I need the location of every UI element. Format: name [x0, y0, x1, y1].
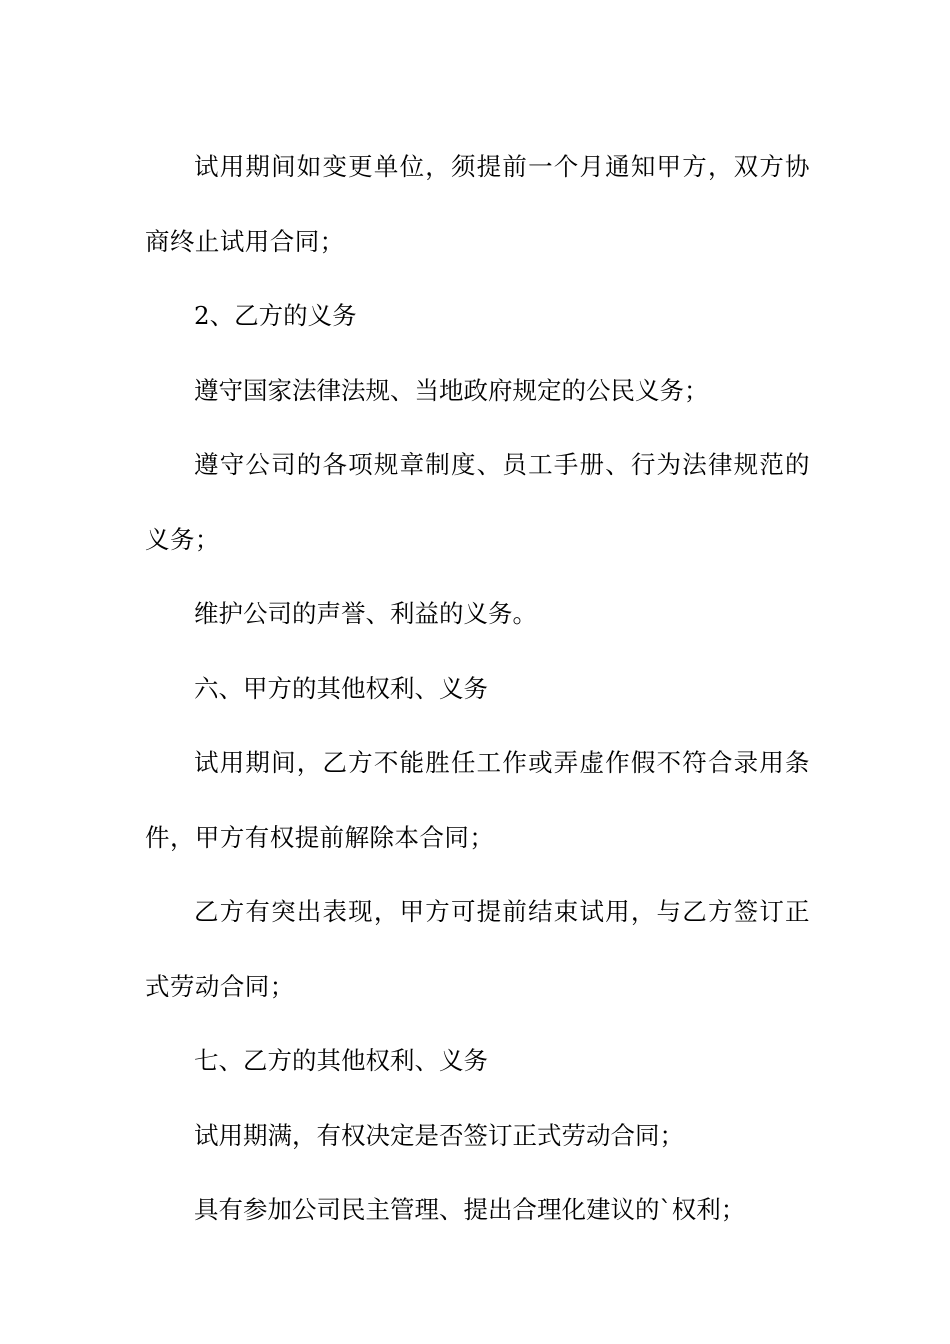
paragraph: 维护公司的声誉、利益的义务。 [194, 599, 537, 628]
document-body [145, 130, 810, 1248]
section-heading: 2、乙方的义务 [194, 301, 357, 330]
section-heading: 七、乙方的其他权利、义务 [194, 1046, 488, 1075]
section-heading: 六、甲方的其他权利、义务 [194, 673, 488, 703]
paragraph: 遵守公司的各项规章制度、员工手册、行为法律规范的义务； [145, 450, 810, 554]
paragraph: 试用期间如变更单位，须提前一个月通知甲方，双方协商终止试用合同； [145, 152, 810, 256]
paragraph: 遵守国家法律法规、当地政府规定的公民义务； [194, 375, 709, 405]
paragraph: 试用期满，有权决定是否签订正式劳动合同； [194, 1120, 684, 1150]
paragraph: 具有参加公司民主管理、提出合理化建议的`权利； [194, 1195, 746, 1224]
paragraph: 试用期间，乙方不能胜任工作或弄虚作假不符合录用条件，甲方有权提前解除本合同； [145, 748, 810, 852]
paragraph: 乙方有突出表现，甲方可提前结束试用，与乙方签订正式劳动合同； [145, 897, 810, 1001]
